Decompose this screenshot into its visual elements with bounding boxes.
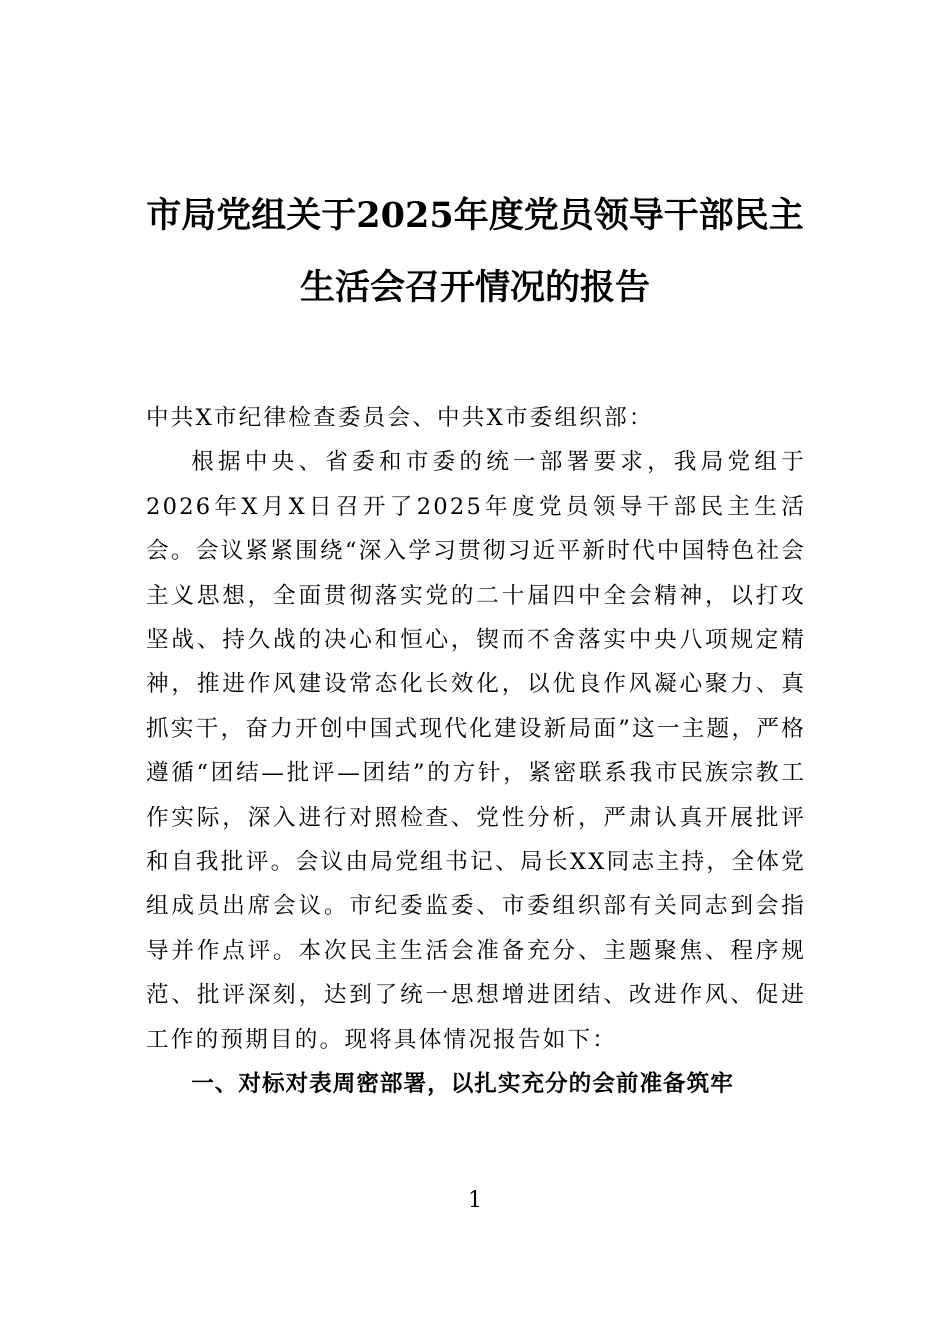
salutation: 中共X市纪律检查委员会、中共X市委组织部：	[146, 405, 654, 431]
document-title-line-1: 市局党组关于2025年度党员领导干部民主	[146, 195, 804, 236]
document-body	[146, 396, 806, 1107]
body-paragraph: 根据中央、省委和市委的统一部署要求，我局党组于2026年X月X日召开了2025年度党员领导干部民主生活会。会议紧紧围绕“深入学习贯彻习近平新时代中国特色社会主义思想，全面贯彻落实党的二十届四中全会精神，以打攻坚战、持久战的决心和恒心，锲而不舍落实中央八项规定精神，推进作风建设常态化长效化，以优良作风凝心聚力、真抓实干，奋力开创中国式现代化建设新局面”这一主题，严格遵循“团结—批评—团结”的方针，紧密联系我市民族宗教工作实际，深入进行对照检查、党性分析，严肃认真开展批评和自我批评。会议由局党组书记、局长XX同志主持，全体党组成员出席会议。市纪委监委、市委组织部有关同志到会指导并作点评。本次民主生活会准备充分、主题聚焦、程序规范、批评深刻，达到了统一思想增进团结、改进作风、促进工作的预期目的。现将具体情况报告如下：	[146, 449, 806, 1053]
document-title-line-2: 生活会召开情况的报告	[299, 267, 650, 308]
section-heading: 一、对标对表周密部署，以扎实充分的会前准备筑牢	[191, 1071, 734, 1098]
page-number: 1	[468, 1188, 482, 1213]
